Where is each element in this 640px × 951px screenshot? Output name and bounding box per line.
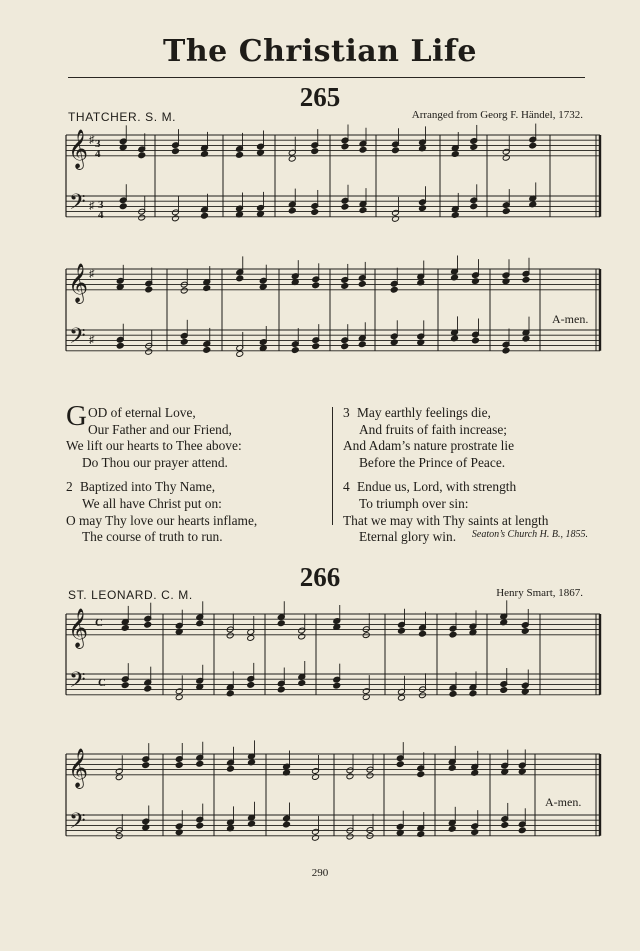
note-head — [341, 143, 349, 150]
note-head — [247, 682, 255, 689]
note-head — [283, 821, 291, 828]
note-head — [398, 694, 406, 701]
note-head — [277, 686, 285, 693]
note-head — [341, 343, 349, 350]
note-head — [451, 151, 459, 158]
time-signature: 3 — [98, 199, 104, 211]
note-head — [521, 628, 529, 635]
sharp-icon: ♯ — [89, 268, 95, 280]
time-signature: 4 — [98, 209, 104, 221]
note-head — [288, 207, 296, 214]
note-head — [236, 275, 244, 282]
note-head — [390, 286, 398, 293]
note-head — [311, 148, 319, 155]
amen-label: A-men. — [545, 795, 582, 809]
bass-clef-icon: 𝄢 — [69, 668, 86, 698]
note-head — [196, 760, 204, 767]
note-head — [121, 625, 129, 632]
note-head — [227, 765, 235, 772]
verse-line: We all have Christ put on: — [82, 495, 222, 511]
note-head — [203, 347, 211, 354]
note-head — [419, 205, 427, 212]
note-head — [341, 283, 349, 290]
note-head — [417, 831, 425, 838]
note-head — [298, 633, 306, 640]
note-head — [175, 762, 183, 769]
amen-label: A-men. — [552, 312, 589, 326]
drop-cap: G — [66, 400, 87, 432]
verse-line: Do Thou our prayer attend. — [82, 454, 228, 470]
note-head — [341, 203, 349, 210]
verse-1 — [66, 400, 326, 471]
time-signature: 4 — [95, 148, 101, 160]
verse-line: We lift our hearts to Thee above: — [66, 438, 242, 454]
note-head — [144, 621, 152, 628]
note-head — [277, 620, 285, 627]
note-head — [502, 208, 510, 215]
note-head — [226, 632, 234, 639]
note-head — [288, 155, 296, 162]
note-head — [470, 203, 478, 210]
verse-number: 2 — [66, 479, 73, 495]
sharp-icon: ♯ — [89, 200, 95, 212]
note-head — [346, 773, 354, 780]
note-head — [180, 338, 188, 345]
verse-line: And Adam’s nature prostrate lie — [343, 438, 515, 454]
note-head — [144, 685, 152, 692]
verse-line: Endue us, Lord, with strength — [357, 479, 517, 495]
time-signature: C — [95, 617, 103, 629]
note-head — [247, 635, 255, 642]
verse-line: Baptized into Thy Name, — [80, 479, 216, 495]
note-head — [201, 212, 209, 219]
verse-line: Eternal glory win. — [359, 529, 457, 545]
note-head — [522, 335, 530, 342]
note-head — [500, 687, 508, 694]
note-head — [390, 339, 398, 346]
verse-line: OD of eternal Love, — [87, 405, 196, 420]
note-head — [142, 762, 150, 769]
note-head — [257, 149, 265, 156]
verse-line: Before the Prince of Peace. — [359, 454, 506, 470]
hymn-number: 265 — [299, 82, 341, 112]
verse-line: That we may with Thy saints at length — [343, 512, 549, 528]
note-head — [248, 820, 256, 827]
note-head — [180, 287, 188, 294]
text-source-credit: Seaton’s Church H. B., 1855. — [471, 529, 588, 540]
treble-clef-icon: 𝄞 — [68, 263, 89, 303]
time-signature: C — [98, 677, 106, 689]
verse-line: And fruits of faith increase; — [359, 421, 507, 437]
composer-attribution: Henry Smart, 1867. — [496, 587, 583, 599]
verse-number: 3 — [343, 405, 350, 420]
verse-number: 4 — [343, 479, 350, 495]
note-head — [145, 348, 153, 355]
treble-clef-icon: 𝄞 — [68, 608, 89, 648]
note-head — [203, 285, 211, 292]
note-head — [518, 827, 526, 834]
note-head — [359, 207, 367, 214]
note-head — [196, 620, 204, 627]
sharp-icon: ♯ — [89, 134, 95, 146]
verse-3 — [343, 405, 588, 471]
note-head — [346, 833, 354, 840]
note-head — [201, 151, 209, 158]
note-head — [311, 209, 319, 216]
page-number: 290 — [311, 867, 329, 879]
note-head — [172, 148, 180, 155]
hymn-verses — [60, 400, 590, 545]
sharp-icon: ♯ — [89, 334, 95, 346]
bass-clef-icon: 𝄢 — [69, 809, 86, 839]
note-head — [119, 203, 127, 210]
note-head — [472, 337, 480, 344]
note-head — [358, 341, 366, 348]
note-head — [298, 680, 306, 687]
hymn-number: 266 — [299, 562, 341, 592]
verse-2 — [66, 479, 326, 545]
note-head — [226, 690, 234, 697]
tune-name: ST. LEONARD. C. M. — [68, 588, 193, 602]
note-head — [449, 690, 457, 697]
note-head — [472, 278, 480, 285]
note-head — [518, 768, 526, 775]
note-head — [471, 829, 479, 836]
note-head — [172, 215, 180, 222]
note-head — [366, 772, 374, 779]
note-head — [145, 286, 153, 293]
note-head — [392, 147, 400, 154]
verse-line: Our Father and our Friend, — [87, 421, 232, 437]
treble-clef-icon: 𝄞 — [68, 129, 89, 169]
note-head — [529, 142, 537, 149]
verse-divider — [332, 407, 333, 525]
note-head — [451, 212, 459, 219]
note-head — [121, 682, 129, 689]
verse-line: O may Thy love our hearts inflame, — [66, 512, 258, 528]
note-head — [138, 152, 146, 159]
section-title: The Christian Life — [163, 34, 477, 69]
note-head — [312, 282, 320, 289]
tune-name: THATCHER. S. M. — [68, 110, 177, 124]
note-head — [448, 764, 456, 771]
note-head — [502, 278, 510, 285]
verse-line: To triumph over sin: — [359, 495, 469, 511]
note-head — [449, 631, 457, 638]
note-head — [116, 342, 124, 349]
verse-line: May earthly feelings die, — [357, 405, 491, 420]
note-head — [521, 688, 529, 695]
note-head — [501, 822, 509, 829]
bass-clef-icon: 𝄢 — [69, 190, 86, 220]
note-head — [175, 829, 183, 836]
note-head — [138, 214, 146, 221]
verse-column-left — [66, 400, 326, 554]
note-head — [236, 152, 244, 159]
note-head — [236, 351, 244, 358]
note-head — [398, 627, 406, 634]
bass-clef-icon: 𝄢 — [69, 324, 86, 354]
note-head — [522, 276, 530, 283]
note-head — [358, 281, 366, 288]
note-head — [470, 144, 478, 151]
note-head — [502, 347, 510, 354]
note-head — [419, 630, 427, 637]
time-signature: 3 — [95, 138, 101, 150]
composer-attribution: Arranged from Georg F. Händel, 1732. — [411, 109, 583, 121]
verse-line: The course of truth to run. — [82, 529, 223, 545]
note-head — [396, 761, 404, 768]
note-head — [196, 822, 204, 829]
note-head — [312, 343, 320, 350]
note-head — [469, 690, 477, 697]
note-head — [448, 825, 456, 832]
note-head — [417, 771, 425, 778]
treble-clef-icon: 𝄞 — [68, 748, 89, 788]
note-head — [291, 347, 299, 354]
note-head — [359, 146, 367, 153]
note-head — [451, 274, 459, 281]
note-head — [333, 682, 341, 689]
